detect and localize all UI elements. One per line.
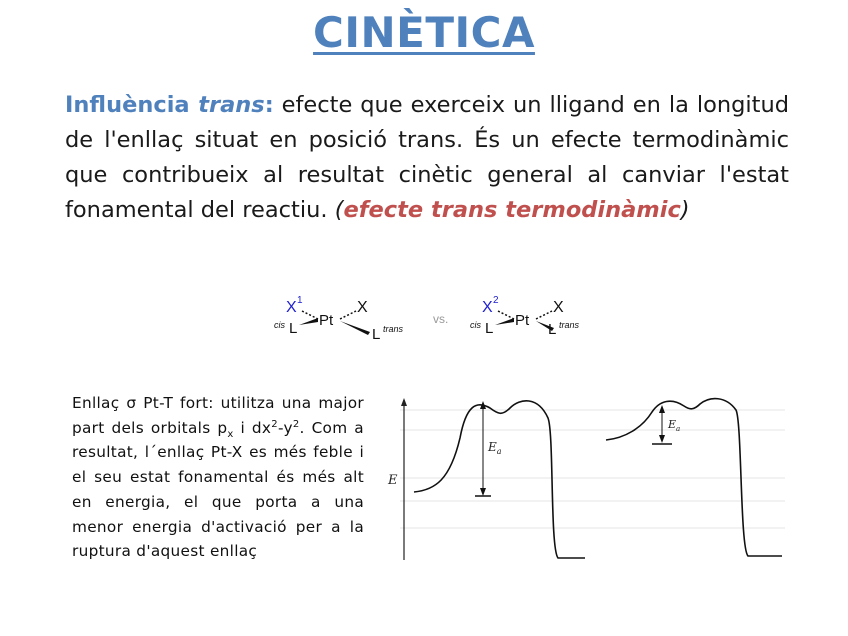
vs-label: vs. (433, 312, 449, 326)
left-energy-curve (414, 401, 585, 558)
left-trans-label: trans (383, 324, 404, 334)
left-complex (274, 295, 404, 342)
right-dashed-bond (498, 311, 514, 319)
left-l-trans: L (372, 326, 381, 342)
left-wedge-bond-2 (340, 321, 370, 335)
right-ea-label: $E_a$ (668, 418, 681, 433)
scan-lines (400, 410, 785, 528)
left-l-cis: L (289, 320, 298, 337)
definition-paragraph: Influència trans: efecte que exerceix un lligand en la longitud de l'enllaç situat en posició trans. És un efecte termodinàmic que contribueix al resultat cinètic general al canviar l'estat fonamental del reactiu. (efecte trans termodinàmic) (65, 92, 789, 223)
right-x-ligand: X (482, 299, 493, 316)
right-other-ligand: X (553, 299, 564, 316)
left-dashed-bond (302, 311, 318, 319)
right-l-cis: L (485, 320, 494, 337)
left-dashed-bond-2 (340, 311, 356, 319)
slide-title: CINÈTICA (313, 8, 535, 57)
complex-structures (270, 292, 600, 342)
energy-axis-arrow (401, 398, 407, 406)
highlight-term: efecte trans termodinàmic (343, 197, 681, 223)
right-wedge-bond (495, 318, 514, 325)
left-metal: Pt (319, 312, 334, 329)
definition-body: efecte que exerceix un lligand en la longitud de l'enllaç situat en posició trans. És un efecte termodinàmic que contribueix al resultat cinètic general al canviar l'estat fonamental del reactiu. (65, 92, 789, 223)
left-ea-label: $E_a$ (488, 440, 502, 456)
left-cis-label: cis (274, 320, 285, 330)
left-x-ligand: X (286, 299, 297, 316)
right-cis-label: cis (470, 320, 481, 330)
term-label: Influència trans: (65, 92, 274, 118)
right-arrowhead-top (659, 405, 665, 413)
right-x-superscript: 2 (493, 295, 499, 306)
energy-axis-label: E (388, 473, 398, 488)
energy-profile-diagram (380, 388, 790, 568)
right-dashed-bond-2 (536, 311, 552, 319)
right-trans-label: trans (559, 320, 580, 330)
right-arrowhead-bottom (659, 435, 665, 443)
right-metal: Pt (515, 312, 530, 329)
left-x-superscript: 1 (297, 295, 303, 306)
right-energy-curve (606, 399, 782, 556)
left-arrowhead-bottom (480, 488, 486, 496)
right-l-trans: L (548, 321, 557, 338)
left-other-ligand: X (357, 299, 368, 316)
left-wedge-bond (299, 318, 318, 325)
explanation-text: Enllaç σ Pt-T fort: utilitza una major part dels orbitals $p_x$ i $dx^2-y^2$. Com a resultat, l´enllaç Pt-X es més feble i el seu estat fonamental és més alt en energia, el que porta a una menor energia d'activació per a la ruptura d'aquest enllaç (72, 394, 364, 561)
right-complex (470, 295, 580, 338)
